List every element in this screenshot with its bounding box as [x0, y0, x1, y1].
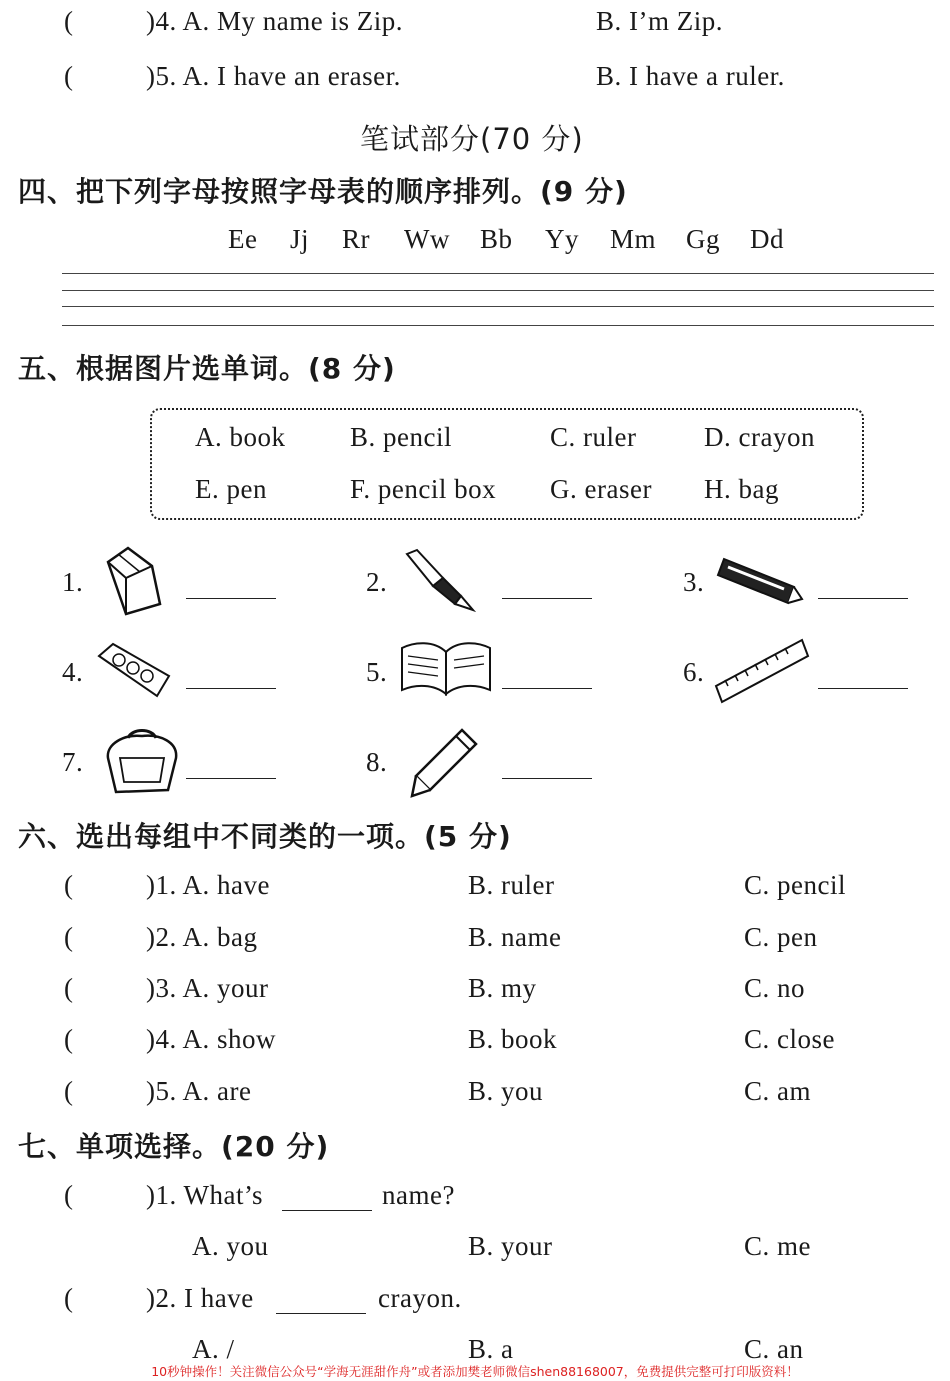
written-section-title: 笔试部分(70 分) — [360, 122, 584, 156]
question: )2. A. bag — [146, 922, 258, 952]
answer-blank[interactable] — [502, 598, 592, 599]
paren[interactable]: ( — [64, 61, 74, 91]
section-4-title: 四、把下列字母按照字母表的顺序排列。(9 分) — [18, 175, 628, 208]
option-b: B. a — [468, 1334, 514, 1364]
item-number: 2. — [366, 567, 388, 597]
option-b: B. I’m Zip. — [596, 6, 723, 36]
writing-line[interactable] — [62, 290, 934, 291]
item-number: 4. — [62, 657, 84, 687]
word-option: E. pen — [195, 474, 267, 504]
writing-line[interactable] — [62, 273, 934, 274]
question: )1. A. have — [146, 870, 270, 900]
letter: Dd — [750, 224, 784, 254]
paren[interactable]: ( — [64, 922, 74, 952]
option-c: C. pencil — [744, 870, 846, 900]
option-b: B. my — [468, 973, 537, 1003]
letter: Yy — [545, 224, 579, 254]
option-b: B. your — [468, 1231, 553, 1261]
question-5: )5. A. I have an eraser. — [146, 61, 401, 91]
option-c: C. am — [744, 1076, 811, 1106]
paren[interactable]: ( — [64, 870, 74, 900]
writing-line[interactable] — [62, 306, 934, 307]
answer-blank[interactable] — [186, 598, 276, 599]
letter: Mm — [610, 224, 657, 254]
question-2-text: )2. I have — [146, 1283, 254, 1313]
letter: Bb — [480, 224, 513, 254]
option-c: C. close — [744, 1024, 835, 1054]
letter: Ww — [404, 224, 450, 254]
ruler-icon — [714, 636, 810, 708]
paren[interactable]: ( — [64, 6, 74, 36]
writing-line[interactable] — [62, 325, 934, 326]
section-5-title: 五、根据图片选单词。(8 分) — [18, 352, 396, 385]
word-option: D. crayon — [704, 422, 815, 452]
question-1-text: )1. What’s — [146, 1180, 263, 1210]
eraser-icon — [100, 544, 164, 616]
question: )3. A. your — [146, 973, 269, 1003]
answer-blank[interactable] — [186, 688, 276, 689]
question-4: )4. A. My name is Zip. — [146, 6, 403, 36]
answer-blank[interactable] — [502, 778, 592, 779]
answer-blank[interactable] — [276, 1313, 366, 1314]
letter: Jj — [290, 224, 310, 254]
option-b: B. name — [468, 922, 562, 952]
answer-blank[interactable] — [818, 688, 908, 689]
crayon-icon — [712, 553, 804, 607]
option-b: B. book — [468, 1024, 558, 1054]
letter: Ee — [228, 224, 258, 254]
answer-blank[interactable] — [282, 1210, 372, 1211]
answer-blank[interactable] — [186, 778, 276, 779]
word-option: A. book — [195, 422, 286, 452]
book-icon — [398, 638, 494, 700]
pencil-icon — [410, 726, 480, 798]
letter: Gg — [686, 224, 720, 254]
item-number: 1. — [62, 567, 84, 597]
word-option: G. eraser — [550, 474, 652, 504]
letter: Rr — [342, 224, 370, 254]
promo-footer: 10秒钟操作！关注微信公众号“学海无涯甜作舟”或者添加樊老师微信shen88168007，免费提供完整可打印版资料！ — [151, 1364, 799, 1379]
word-option: F. pencil box — [350, 474, 497, 504]
word-option: C. ruler — [550, 422, 637, 452]
paren[interactable]: ( — [64, 1024, 74, 1054]
question: )4. A. show — [146, 1024, 277, 1054]
paren[interactable]: ( — [64, 1283, 74, 1313]
option-b: B. ruler — [468, 870, 555, 900]
option-c: C. me — [744, 1231, 811, 1261]
item-number: 8. — [366, 747, 388, 777]
word-option: B. pencil — [350, 422, 452, 452]
option-c: C. pen — [744, 922, 818, 952]
option-c: C. an — [744, 1334, 804, 1364]
answer-blank[interactable] — [502, 688, 592, 689]
paren[interactable]: ( — [64, 1076, 74, 1106]
section-7-title: 七、单项选择。(20 分) — [18, 1130, 330, 1163]
option-b: B. I have a ruler. — [596, 61, 785, 91]
section-6-title: 六、选出每组中不同类的一项。(5 分) — [18, 820, 512, 853]
item-number: 7. — [62, 747, 84, 777]
paren[interactable]: ( — [64, 973, 74, 1003]
answer-blank[interactable] — [818, 598, 908, 599]
pencil-box-icon — [95, 640, 173, 700]
question-1-tail: name? — [382, 1180, 455, 1210]
bag-icon — [98, 728, 184, 798]
item-number: 3. — [683, 567, 705, 597]
word-option: H. bag — [704, 474, 779, 504]
item-number: 6. — [683, 657, 705, 687]
option-b: B. you — [468, 1076, 544, 1106]
option-a: A. you — [192, 1231, 269, 1261]
option-c: C. no — [744, 973, 806, 1003]
question: )5. A. are — [146, 1076, 252, 1106]
option-a: A. / — [192, 1334, 235, 1364]
pen-icon — [403, 548, 477, 614]
question-2-tail: crayon. — [378, 1283, 462, 1313]
item-number: 5. — [366, 657, 388, 687]
paren[interactable]: ( — [64, 1180, 74, 1210]
